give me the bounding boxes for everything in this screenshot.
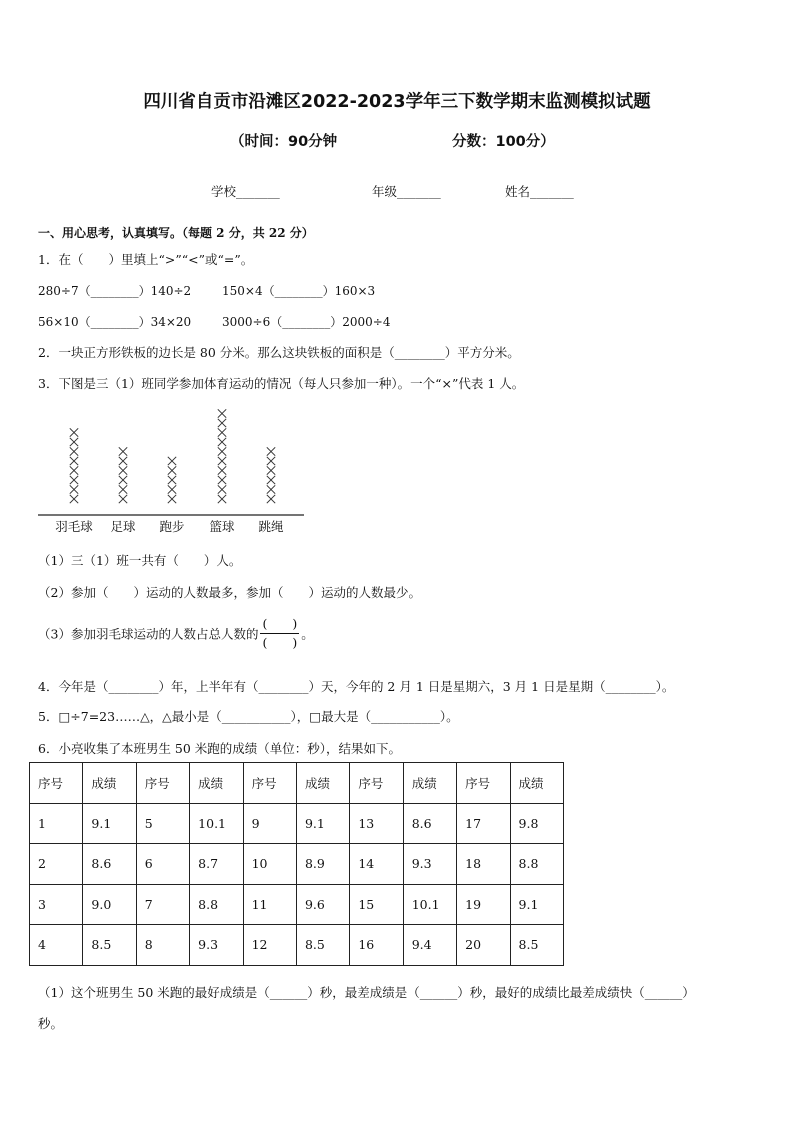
question-4: 4．今年是（________）年，上半年有（________）天，今年的 2 月 1 日是星期六，3 月 1 日是星期（________）。: [38, 679, 675, 694]
chart-mark: [218, 476, 226, 484]
table-cell: 14: [350, 844, 403, 885]
fraction-numerator: ( ): [260, 616, 299, 634]
question-1-item-d: 3000÷6（________）2000÷4: [222, 315, 391, 329]
school-field: 学校_______: [211, 184, 280, 199]
chart-mark: [267, 457, 275, 465]
chart-mark: [119, 466, 127, 474]
table-cell: 1: [30, 803, 83, 844]
table-header-cell: 序号: [136, 763, 189, 804]
table-cell: 5: [136, 803, 189, 844]
chart-mark: [168, 476, 176, 484]
table-cell: 9.4: [403, 925, 456, 966]
table-cell: 8.7: [190, 844, 243, 885]
question-1-item-b: 150×4（________）160×3: [222, 284, 376, 298]
table-header-cell: 序号: [30, 763, 83, 804]
table-header-cell: 成绩: [190, 763, 243, 804]
chart-category-label: 跑步: [159, 519, 185, 534]
table-cell: 19: [457, 884, 510, 925]
question-3-part-3-text: （3）参加羽毛球运动的人数占总人数的: [38, 626, 259, 642]
question-1-item-c: 56×10（________）34×20: [38, 315, 192, 329]
chart-mark: [218, 485, 226, 493]
question-3-part-2: （2）参加（ ）运动的人数最多，参加（ ）运动的人数最少。: [38, 585, 421, 600]
table-cell: 8: [136, 925, 189, 966]
table-header-cell: 成绩: [296, 763, 349, 804]
chart-mark: [218, 428, 226, 436]
table-row: [30, 884, 564, 925]
table-row: [30, 925, 564, 966]
table-cell: 20: [457, 925, 510, 966]
chart-mark: [218, 495, 226, 503]
chart-mark: [70, 438, 78, 446]
chart-mark: [70, 447, 78, 455]
chart-category-label: 羽毛球: [55, 519, 93, 534]
section-heading: 一、用心思考，认真填写。（每题 2 分，共 22 分）: [38, 226, 314, 240]
chart-mark: [267, 485, 275, 493]
table-cell: 8.5: [83, 925, 136, 966]
table-row: [30, 803, 564, 844]
chart-mark: [168, 457, 176, 465]
fraction-denominator: ( ): [262, 635, 298, 650]
question-3-part-3-end: 。: [301, 626, 314, 642]
chart-mark: [218, 419, 226, 427]
chart-mark: [267, 466, 275, 474]
table-cell: 9.1: [83, 803, 136, 844]
table-cell: 9.3: [403, 844, 456, 885]
page-title: 四川省自贡市沿滩区2022-2023学年三下数学期末监测模拟试题: [143, 92, 651, 112]
chart-mark: [267, 476, 275, 484]
table-cell: 8.8: [190, 884, 243, 925]
question-3-stem: 3．下图是三（1）班同学参加体育运动的情况（每人只参加一种）。一个“×”代表 1 人。: [38, 376, 525, 391]
table-cell: 9.0: [83, 884, 136, 925]
table-header-cell: 成绩: [510, 763, 563, 804]
question-1-stem: 1．在（ ）里填上“>”“<”或“=”。: [38, 252, 254, 267]
table-cell: 4: [30, 925, 83, 966]
table-cell: 6: [136, 844, 189, 885]
table-cell: 10.1: [190, 803, 243, 844]
table-cell: 12: [243, 925, 296, 966]
table-header-cell: 序号: [350, 763, 403, 804]
chart-category-label: 篮球: [209, 519, 235, 534]
exam-time: （时间：90分钟: [230, 134, 338, 150]
question-6-part-1-end: 秒。: [38, 1016, 64, 1031]
table-cell: 9.1: [296, 803, 349, 844]
question-6-part-1: （1）这个班男生 50 米跑的最好成绩是（______）秒，最差成绩是（______）秒，最好的成绩比最差成绩快（______）: [38, 985, 695, 1000]
chart-mark: [70, 495, 78, 503]
table-cell: 11: [243, 884, 296, 925]
chart-mark: [218, 447, 226, 455]
table-header-cell: 成绩: [83, 763, 136, 804]
table-cell: 17: [457, 803, 510, 844]
table-cell: 10.1: [403, 884, 456, 925]
chart-mark: [218, 466, 226, 474]
table-cell: 8.5: [296, 925, 349, 966]
chart-mark: [267, 447, 275, 455]
table-cell: 8.5: [510, 925, 563, 966]
chart-mark: [267, 495, 275, 503]
chart-mark: [119, 476, 127, 484]
table-cell: 3: [30, 884, 83, 925]
table-cell: 2: [30, 844, 83, 885]
table-cell: 8.6: [403, 803, 456, 844]
chart-mark: [119, 447, 127, 455]
question-6-stem: 6．小亮收集了本班男生 50 米跑的成绩（单位：秒），结果如下。: [38, 741, 402, 756]
chart-mark: [119, 495, 127, 503]
chart-mark: [70, 466, 78, 474]
table-cell: 9.1: [510, 884, 563, 925]
table-cell: 10: [243, 844, 296, 885]
chart-mark: [218, 438, 226, 446]
question-1-item-a: 280÷7（________）140÷2: [38, 284, 192, 298]
chart-category-label: 跳绳: [258, 519, 284, 534]
chart-mark: [168, 485, 176, 493]
table-cell: 9.6: [296, 884, 349, 925]
table-row: [30, 844, 564, 885]
table-cell: 9: [243, 803, 296, 844]
fraction-blank: [260, 616, 299, 651]
chart-mark: [70, 485, 78, 493]
chart-mark: [218, 457, 226, 465]
chart-mark: [168, 495, 176, 503]
grade-field: 年级_______: [372, 184, 441, 199]
name-field: 姓名_______: [505, 184, 574, 199]
chart-mark: [119, 457, 127, 465]
table-header-row: [30, 763, 564, 804]
table-cell: 8.9: [296, 844, 349, 885]
table-cell: 18: [457, 844, 510, 885]
chart-mark: [70, 428, 78, 436]
table-cell: 7: [136, 884, 189, 925]
table-cell: 8.8: [510, 844, 563, 885]
table-header-cell: 序号: [243, 763, 296, 804]
chart-mark: [70, 457, 78, 465]
exam-score: 分数：100分）: [452, 134, 555, 150]
table-cell: 16: [350, 925, 403, 966]
table-cell: 13: [350, 803, 403, 844]
chart-mark: [119, 485, 127, 493]
question-2: 2．一块正方形铁板的边长是 80 分米。那么这块铁板的面积是（________）平方分米。: [38, 345, 520, 360]
question-3-part-3: [38, 616, 314, 651]
chart-mark: [168, 466, 176, 474]
scores-table: [29, 762, 564, 966]
chart-category-label: 足球: [110, 519, 136, 534]
table-cell: 8.6: [83, 844, 136, 885]
table-header-cell: 序号: [457, 763, 510, 804]
question-5: 5．□÷7=23……△，△最小是（___________），□最大是（___________）。: [38, 709, 459, 724]
table-header-cell: 成绩: [403, 763, 456, 804]
chart-mark: [70, 476, 78, 484]
table-cell: 9.3: [190, 925, 243, 966]
sports-chart: [30, 400, 320, 540]
chart-mark: [218, 409, 226, 417]
table-cell: 15: [350, 884, 403, 925]
table-cell: 9.8: [510, 803, 563, 844]
question-3-part-1: （1）三（1）班一共有（ ）人。: [38, 553, 242, 568]
